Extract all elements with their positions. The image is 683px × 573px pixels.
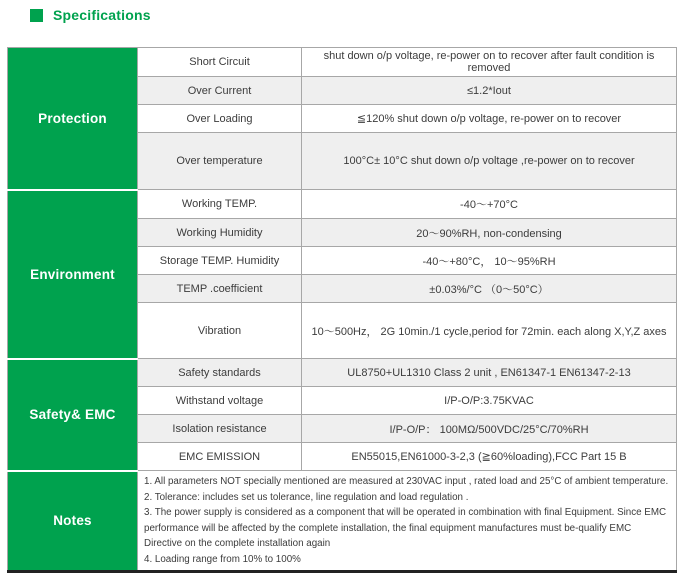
row-label: Short Circuit (138, 48, 302, 77)
row-label: Over Loading (138, 105, 302, 133)
row-value: 10～500Hz， 2G 10min./1 cycle,period for 72min. each along X,Y,Z axes (302, 303, 677, 359)
row-label: Safety standards (138, 359, 302, 387)
row-value: UL8750+UL1310 Class 2 unit , EN61347-1 EN61347-2-13 (302, 359, 677, 387)
row-value: EN55015,EN61000-3-2,3 (≧60%loading),FCC Part 15 B (302, 443, 677, 471)
row-value: I/P-O/P： 100MΩ/500VDC/25°C/70%RH (302, 415, 677, 443)
row-value: ≤1.2*Iout (302, 77, 677, 105)
green-square-icon (30, 9, 43, 22)
note-line: 4. Loading range from 10% to 100% (144, 553, 301, 565)
group-label-protection: Protection (8, 48, 138, 190)
group-label-notes: Notes (8, 471, 138, 572)
row-value: ≦120% shut down o/p voltage, re-power on to recover (302, 105, 677, 133)
row-value: -40～+70°C (302, 190, 677, 219)
row-value: ±0.03%/°C （0～50°C） (302, 275, 677, 303)
row-label: Isolation resistance (138, 415, 302, 443)
row-value: I/P-O/P:3.75KVAC (302, 387, 677, 415)
row-value: 100°C± 10°C shut down o/p voltage ,re-power on to recover (302, 133, 677, 190)
page-title: Specifications (53, 7, 151, 23)
table-row (8, 190, 677, 219)
table-row-notes (8, 471, 677, 572)
row-label: Storage TEMP. Humidity (138, 247, 302, 275)
row-value: 20～90%RH, non-condensing (302, 219, 677, 247)
group-label-safety-emc: Safety& EMC (8, 359, 138, 471)
section-header (30, 7, 151, 23)
row-label: Withstand voltage (138, 387, 302, 415)
note-line: 1. All parameters NOT specially mentioned are measured at 230VAC input , rated load and 25°C of ambient temperature. (144, 476, 669, 487)
row-label: Over Current (138, 77, 302, 105)
specifications-table (7, 47, 677, 573)
row-label: Working TEMP. (138, 190, 302, 219)
note-line: 2. Tolerance: includes set us tolerance, line regulation and load regulation . (144, 491, 469, 503)
row-value: -40～+80°C， 10～95%RH (302, 247, 677, 275)
row-label: TEMP .coefficient (138, 275, 302, 303)
row-label: Vibration (138, 303, 302, 359)
table-row (8, 48, 677, 77)
row-value: shut down o/p voltage, re-power on to recover after fault condition is removed (302, 48, 677, 77)
row-label: Over temperature (138, 133, 302, 190)
notes-cell (138, 471, 677, 572)
row-label: Working Humidity (138, 219, 302, 247)
table-row (8, 359, 677, 387)
note-line: 3. The power supply is considered as a component that will be operated in combination with final Equipment. Since EMC performance will be affected by the complete installation, the final equipment manufactures must be-qualify EMC Directive on the complete installation again (144, 507, 667, 549)
group-label-environment: Environment (8, 190, 138, 359)
row-label: EMC EMISSION (138, 443, 302, 471)
